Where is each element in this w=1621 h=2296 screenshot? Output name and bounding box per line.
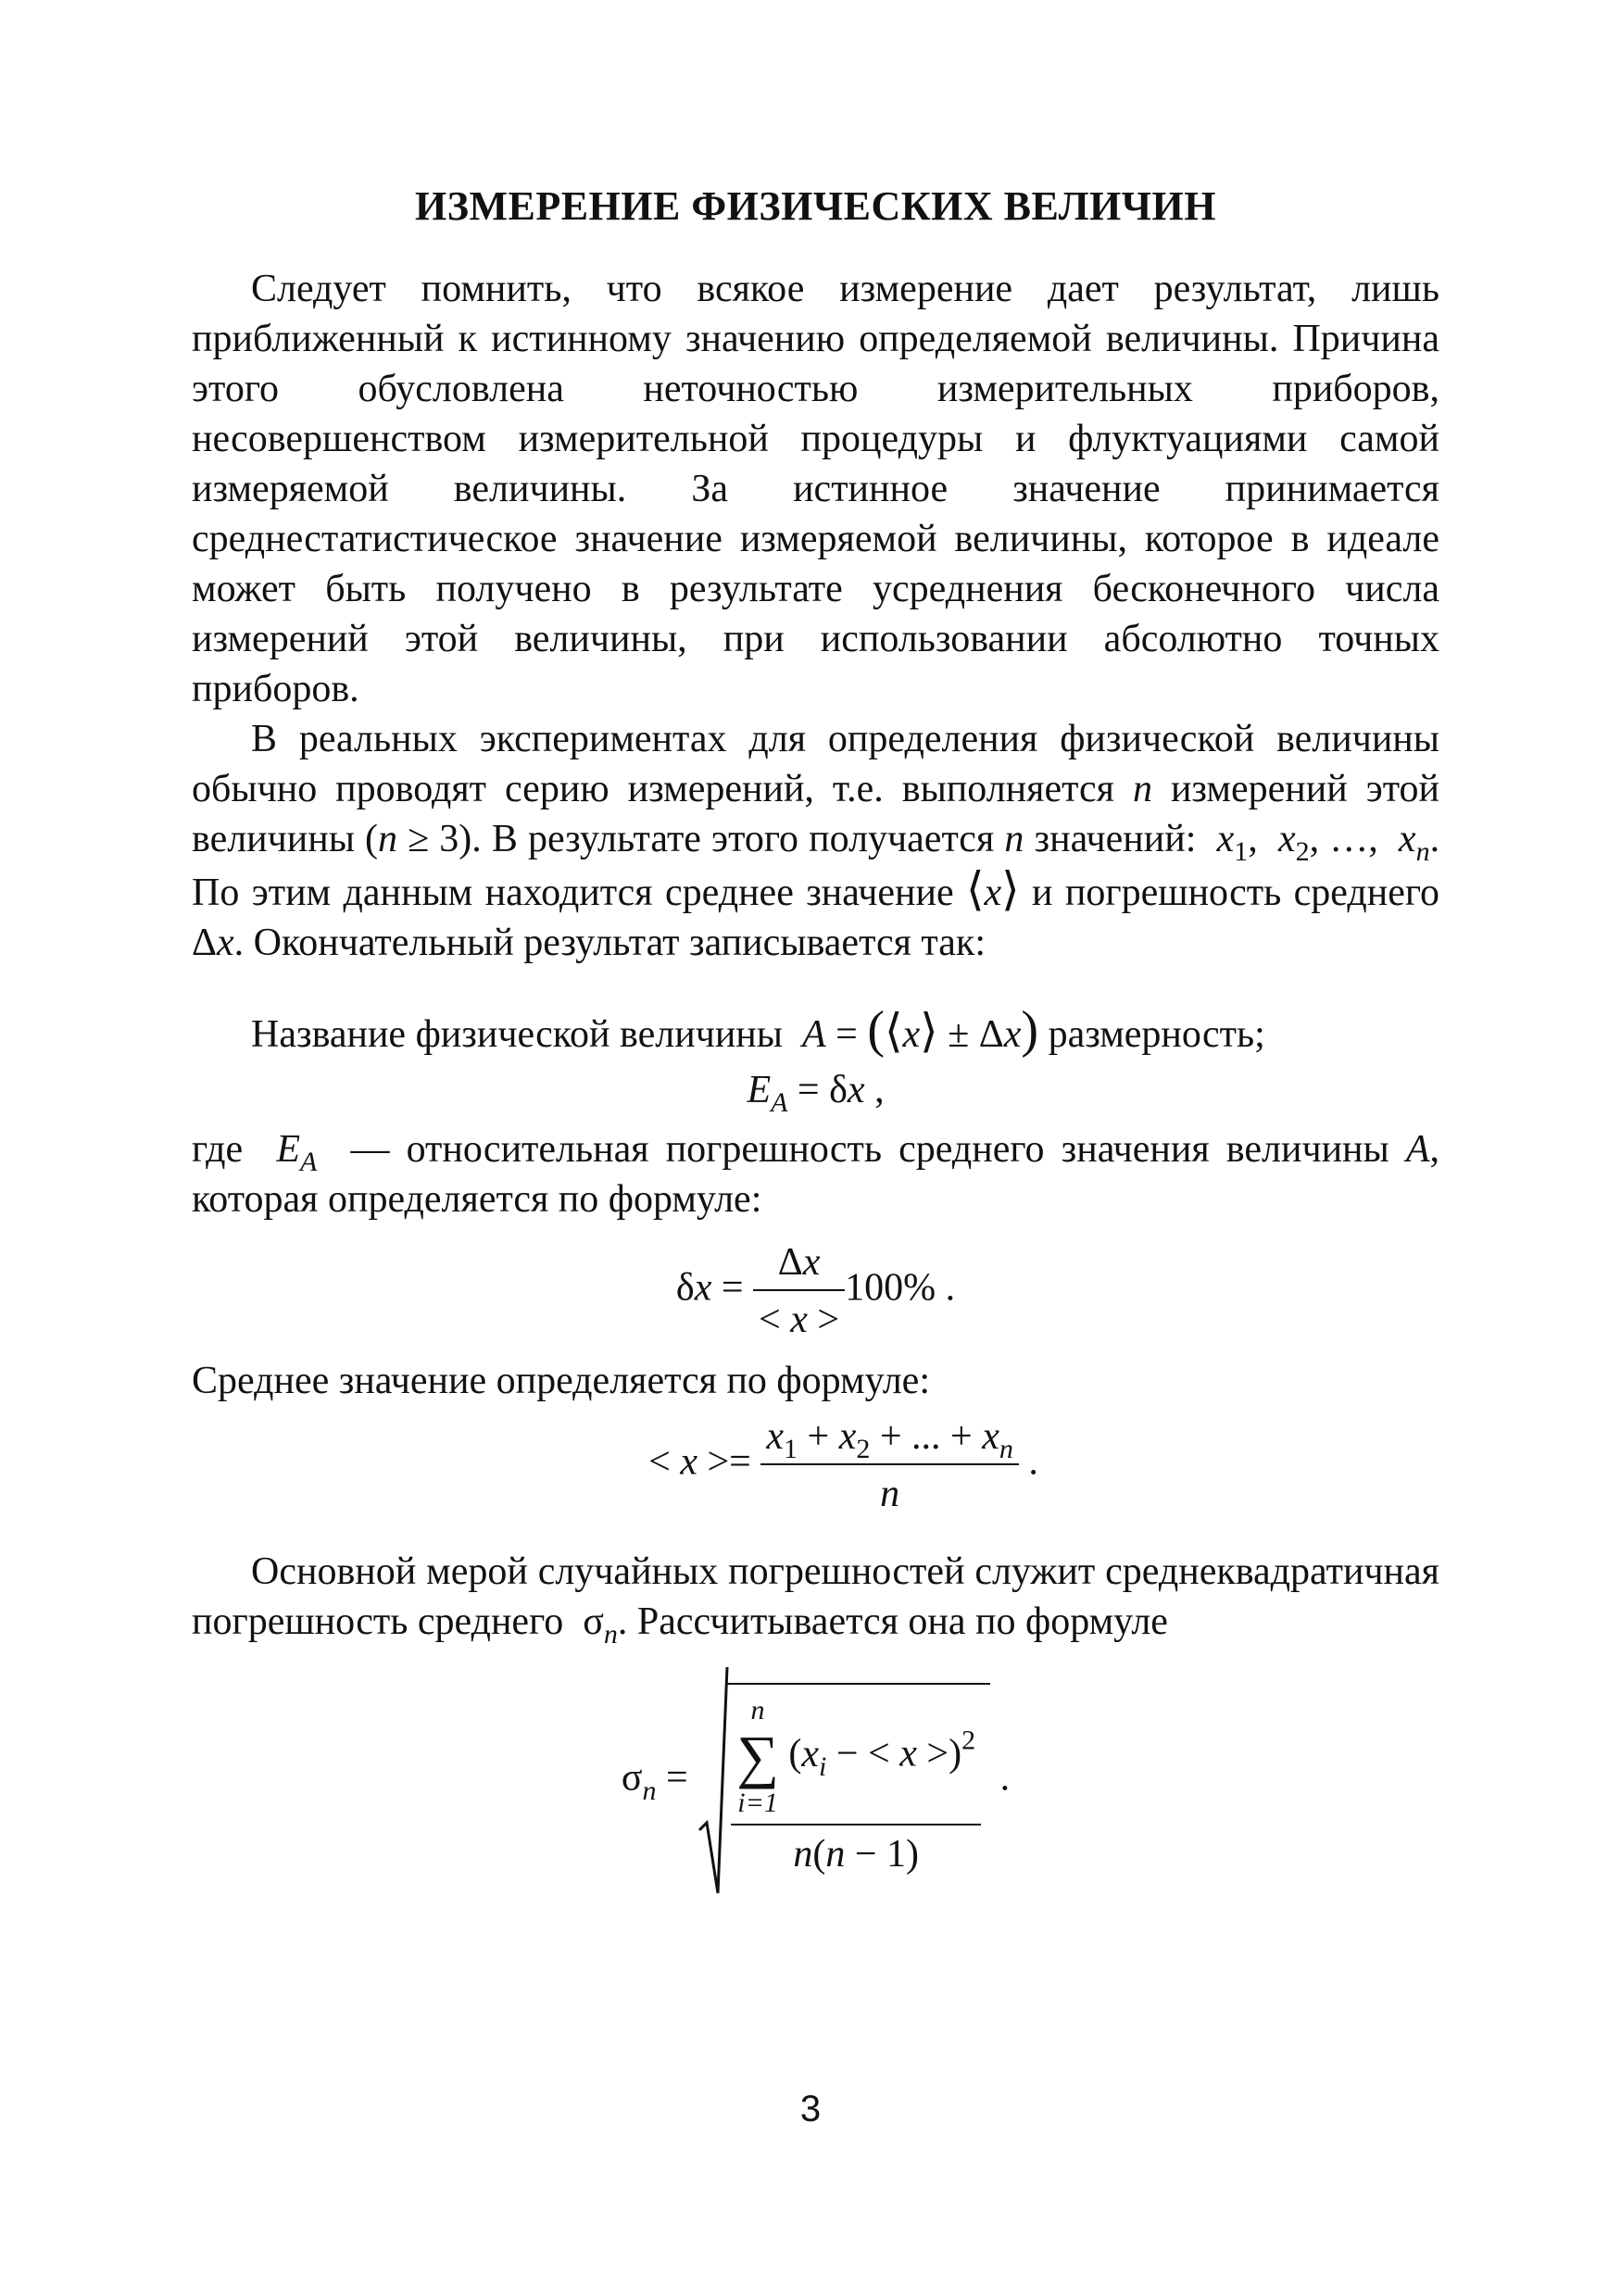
result-formula-line (192, 1001, 1439, 1060)
fraction-mean: $\frac{x_1 + x_2 + ... + x_n}{n}$ (760, 1411, 1019, 1519)
text-series-1: В реальных экспериментах для определения физической величины обычно проводят серию измерений, т.е. выполняется (192, 718, 1439, 810)
delta-x-symbol: Δx (192, 922, 234, 964)
var-n: n (1004, 818, 1024, 860)
paragraph-ea-definition (192, 1124, 1439, 1224)
text-series-2: измерений этой величины ( (192, 768, 1439, 860)
text-ea-3: , которая определяется по формуле: (192, 1128, 1439, 1221)
formula-ea: $E_A = \delta x$ , (747, 1069, 885, 1118)
result-unit: размерность; (1048, 1013, 1265, 1056)
paragraph-series (192, 714, 1439, 968)
page-title: ИЗМЕРЕНИЕ ФИЗИЧЕСКИХ ВЕЛИЧИН (415, 183, 1216, 229)
text-series-5: . По этим данным находится среднее значение (192, 818, 1440, 914)
text-rms-1: Основной мерой случайных погрешностей служит среднеквадратичная погрешность среднего (192, 1550, 1439, 1643)
symbol-ea: $E_A$ (276, 1128, 318, 1177)
text-series-4: значений: (1034, 818, 1197, 860)
var-n: n (1132, 768, 1152, 810)
var-n: n (378, 818, 398, 860)
paragraph-mean-intro: Среднее значение определяется по формуле: (192, 1360, 930, 1402)
values-list: $x_1$, $x_2$, …, $x_n$ (1216, 818, 1430, 867)
text-ea-2: — относительная погрешность среднего значения величины (350, 1128, 1389, 1171)
paragraph-rms-error (192, 1547, 1439, 1650)
page-content (192, 181, 1439, 1904)
result-formula: A = (⟨x⟩ ± Δx) (802, 1001, 1039, 1059)
text-series-7: . Окончательный результат записывается так: (233, 922, 986, 964)
symbol-sigma-n: $\sigma_n$ (583, 1600, 618, 1650)
formula-mean: < x >= $\frac{x_1 + x_2 + ... + x_n}{n}$ . (192, 1411, 1439, 1519)
fraction-sigma: n ∑ i=1 ($x_i$ − < x >)$^2$ n(n − 1) (731, 1692, 981, 1879)
var-a: A (1405, 1128, 1430, 1171)
summation: n ∑ i=1 (736, 1695, 779, 1818)
result-label: Название физической величины (251, 1013, 783, 1056)
fraction-relative-error: $\frac{\Delta x}{< x >}$ (753, 1237, 845, 1345)
text-rms-2: . Рассчитывается она по формуле (617, 1600, 1168, 1643)
text-series-6: и погрешность среднего (1032, 872, 1440, 914)
text-ea-1: где (192, 1128, 244, 1171)
text-series-3: ≥ 3). В результате этого получается (408, 818, 995, 860)
paragraph-intro: Следует помнить, что всякое измерение дает результат, лишь приближенный к истинному значению определяемой величины. Причина этого обусловлена неточностью измерительных приборов, несовершенством измерительной процедуры и флуктуациями самой измеряемой величины. За истинное значение принимается среднестатистическое значение измеряемой величины, которое в идеале может быть получено в результате усреднения бесконечного числа измерений этой величины, при использовании абсолютно точных приборов. (192, 268, 1439, 710)
square-root (697, 1665, 990, 1897)
mean-symbol: ⟨x⟩ (965, 863, 1020, 915)
formula-sigma: $\sigma_n$ = n ∑ i=1 ($x_i$ − < x >)$^2$ n(n − 1) . (192, 1665, 1439, 1897)
radical-sign-icon (697, 1665, 729, 1897)
page-number: 3 (799, 2089, 822, 2129)
formula-relative-error: δx = $\frac{\Delta x}{< x >}$ 100% . (192, 1237, 1439, 1345)
